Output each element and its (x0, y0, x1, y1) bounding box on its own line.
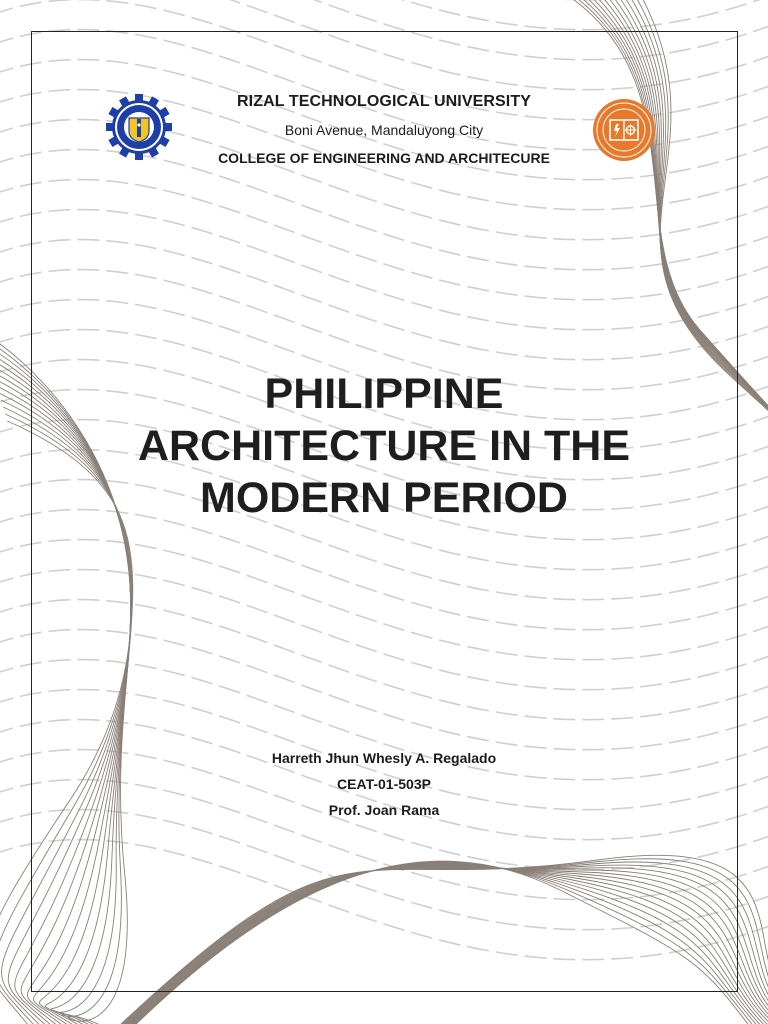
university-name: RIZAL TECHNOLOGICAL UNIVERSITY (237, 93, 531, 110)
author-block (0, 749, 768, 827)
college-name: COLLEGE OF ENGINEERING AND ARCHITECURE (218, 150, 550, 166)
title-line-1: PHILIPPINE (264, 370, 504, 418)
document-title (0, 368, 768, 524)
section-code: CEAT-01-503P (337, 776, 431, 792)
author-name: Harreth Jhun Whesly A. Regalado (271, 750, 497, 766)
title-line-2: ARCHITECTURE IN THE (137, 422, 631, 470)
professor-name: Prof. Joan Rama (328, 802, 440, 818)
title-line-3: MODERN PERIOD (200, 474, 568, 522)
header-block (0, 92, 768, 167)
university-address: Boni Avenue, Mandaluyong City (284, 122, 484, 138)
wave-line-light (0, 0, 768, 30)
